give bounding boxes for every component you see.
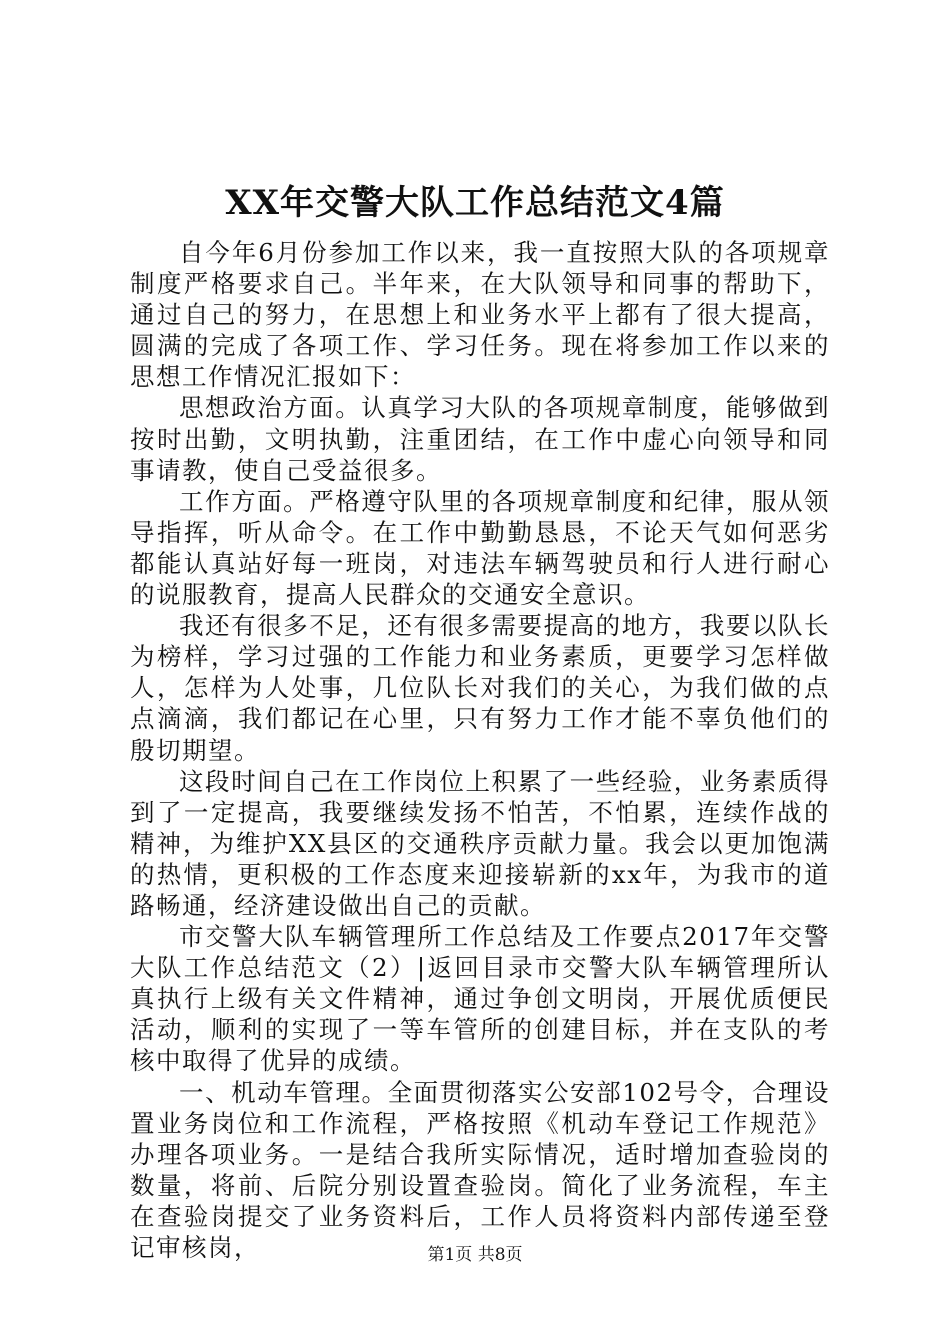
paragraph: 思想政治方面。认真学习大队的各项规章制度，能够做到按时出勤，文明执勤，注重团结，在工作中虚心向领导和同事请教，使自己受益很多。: [130, 393, 830, 485]
document-body: [130, 237, 830, 1263]
document-title: XX年交警大队工作总结范文4篇: [225, 183, 725, 223]
paragraph: 工作方面。严格遵守队里的各项规章制度和纪律，服从领导指挥，听从命令。在工作中勤勤恳恳，不论天气如何恶劣都能认真站好每一班岗，对违法车辆驾驶员和行人进行耐心的说服教育，提高人民群众的交通安全意识。: [130, 486, 830, 610]
paragraph: 自今年6月份参加工作以来，我一直按照大队的各项规章制度严格要求自己。半年来，在大队领导和同事的帮助下，通过自己的努力，在思想上和业务水平上都有了很大提高，圆满的完成了各项工作、学习任务。现在将参加工作以来的思想工作情况汇报如下：: [130, 238, 830, 392]
paragraph: 我还有很多不足，还有很多需要提高的地方，我要以队长为榜样，学习过强的工作能力和业务素质，更要学习怎样做人，怎样为人处事，几位队长对我们的关心，为我们做的点点滴滴，我们都记在心里，只有努力工作才能不辜负他们的殷切期望。: [130, 611, 830, 765]
paragraph: 市交警大队车辆管理所工作总结及工作要点2017年交警大队工作总结范文（2）|返回目录市交警大队车辆管理所认真执行上级有关文件精神，通过争创文明岗，开展优质便民活动，顺利的实现了一等车管所的创建目标，并在支队的考核中取得了优异的成绩。: [130, 922, 830, 1076]
page-footer: 第1页 共8页: [427, 1245, 523, 1265]
paragraph: 这段时间自己在工作岗位上积累了一些经验，业务素质得到了一定提高，我要继续发扬不怕苦，不怕累，连续作战的精神，为维护XX县区的交通秩序贡献力量。我会以更加饱满的热情，更积极的工作态度来迎接崭新的xx年，为我市的道路畅通，经济建设做出自己的贡献。: [130, 766, 830, 920]
paragraph: 一、机动车管理。全面贯彻落实公安部102号令，合理设置业务岗位和工作流程，严格按照《机动车登记工作规范》办理各项业务。一是结合我所实际情况，适时增加查验岗的数量，将前、后院分别设置查验岗。简化了业务流程，车主在查验岗提交了业务资料后，工作人员将资料内部传递至登记审核岗，: [130, 1077, 830, 1262]
